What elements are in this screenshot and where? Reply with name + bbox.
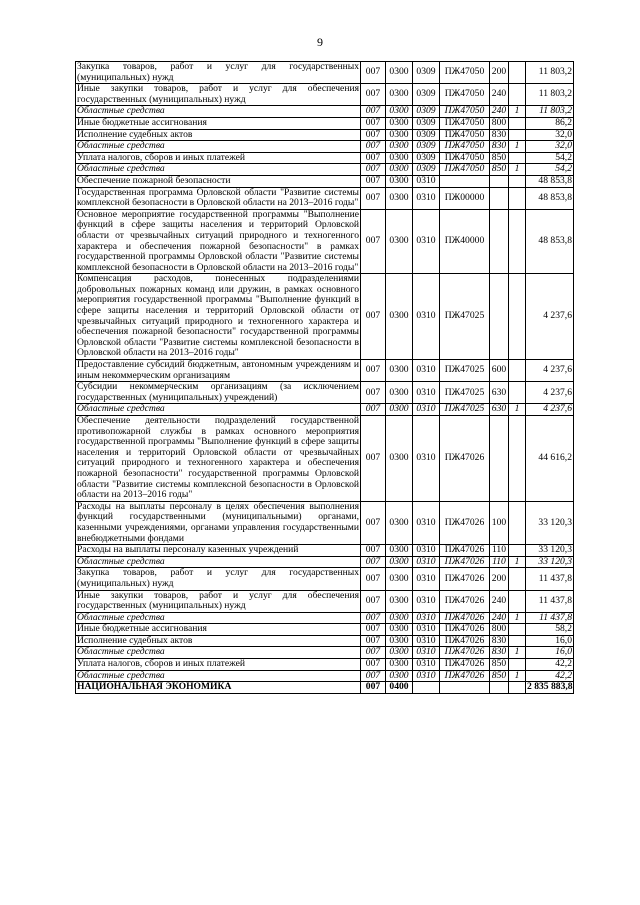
row-amount: 16,0: [526, 647, 574, 659]
row-name: Компенсация расходов, понесенных подразделениями добровольных пожарных команд или дружин, в рамках основного мероприятия государственной программы "Выполнение функций в сфере защиты населения и территорий Орловской области от чрезвычайных ситуаций природного и техногенного характера и обеспечения пожарной безопасности" государственной программы Орловской области "Развитие системы комплексной безопасности в Орловской области на 2013–2016 годы": [77, 273, 359, 359]
row-section-code: 0300: [386, 141, 413, 153]
row-subsection-code: 0310: [413, 670, 440, 682]
row-expense-type: [490, 682, 509, 694]
row-subsection-code: 0310: [413, 635, 440, 647]
row-amount: 33 120,3: [526, 501, 574, 544]
budget-table: [75, 61, 574, 694]
row-target-article: ПЖ47026: [440, 635, 490, 647]
row-amount: 4 237,6: [526, 404, 574, 416]
table-row: [76, 624, 574, 636]
row-subsection-code: 0310: [413, 501, 440, 544]
row-funding-source: [509, 209, 526, 274]
row-name: Расходы на выплаты персоналу казенных учреждений: [76, 545, 361, 557]
row-expense-type: 240: [490, 106, 509, 118]
row-expense-type: 630: [490, 382, 509, 404]
row-target-article: ПЖ47025: [440, 274, 490, 360]
row-name: Областные средства: [76, 647, 361, 659]
row-ministry-code: 007: [361, 187, 386, 209]
row-expense-type: 240: [490, 612, 509, 624]
row-name: Субсидии некоммерческим организациям (за исключением государственных (муниципальных) учреждений): [77, 381, 359, 403]
table-row: [76, 382, 574, 404]
row-amount: 16,0: [526, 635, 574, 647]
row-expense-type: 200: [490, 568, 509, 590]
row-funding-source: 1: [509, 556, 526, 568]
table-row: [76, 129, 574, 141]
row-expense-type: 240: [490, 84, 509, 106]
row-funding-source: [509, 659, 526, 671]
row-amount: 32,0: [526, 141, 574, 153]
row-section-code: 0300: [386, 568, 413, 590]
table-row: [76, 175, 574, 187]
row-amount: 11 803,2: [526, 106, 574, 118]
row-funding-source: [509, 590, 526, 612]
table-row: [76, 416, 574, 502]
row-ministry-code: 007: [361, 274, 386, 360]
row-expense-type: 240: [490, 590, 509, 612]
row-expense-type: 800: [490, 117, 509, 129]
row-subsection-code: 0309: [413, 106, 440, 118]
row-target-article: ПЖ47026: [440, 501, 490, 544]
row-amount: 42,2: [526, 659, 574, 671]
row-section-code: 0300: [386, 556, 413, 568]
row-funding-source: 1: [509, 647, 526, 659]
row-funding-source: 1: [509, 106, 526, 118]
row-subsection-code: 0310: [413, 612, 440, 624]
row-name: Расходы на выплаты персоналу в целях обеспечения выполнения функций государственными (муниципальными) органами, казенными учреждениями, органами управления государственными внебюджетными фондами: [77, 500, 359, 544]
row-ministry-code: 007: [361, 209, 386, 274]
row-ministry-code: 007: [361, 360, 386, 382]
row-target-article: ПЖ47025: [440, 404, 490, 416]
row-ministry-code: 007: [361, 152, 386, 164]
row-subsection-code: 0310: [413, 274, 440, 360]
table-row: [76, 84, 574, 106]
row-expense-type: [490, 175, 509, 187]
row-target-article: ПЖ47026: [440, 590, 490, 612]
row-target-article: ПЖ47050: [440, 164, 490, 176]
row-funding-source: 1: [509, 141, 526, 153]
table-row: [76, 659, 574, 671]
row-expense-type: 800: [490, 624, 509, 636]
table-row: [76, 556, 574, 568]
row-subsection-code: 0310: [413, 382, 440, 404]
row-subsection-code: 0310: [413, 647, 440, 659]
row-amount: 54,2: [526, 164, 574, 176]
row-subsection-code: 0310: [413, 556, 440, 568]
row-section-code: 0300: [386, 659, 413, 671]
row-amount: 4 237,6: [526, 360, 574, 382]
row-name: Закупка товаров, работ и услуг для государственных (муниципальных) нужд: [77, 567, 359, 589]
row-target-article: ПЖ47026: [440, 612, 490, 624]
row-name: НАЦИОНАЛЬНАЯ ЭКОНОМИКА: [76, 682, 361, 694]
row-amount: 33 120,3: [526, 545, 574, 557]
row-funding-source: [509, 84, 526, 106]
row-expense-type: 600: [490, 360, 509, 382]
row-funding-source: [509, 360, 526, 382]
table-row: [76, 404, 574, 416]
row-expense-type: 850: [490, 670, 509, 682]
row-funding-source: [509, 624, 526, 636]
row-section-code: 0400: [386, 682, 413, 694]
row-ministry-code: 007: [361, 682, 386, 694]
row-name: Областные средства: [76, 106, 361, 118]
row-amount: 86,2: [526, 117, 574, 129]
table-row: [76, 545, 574, 557]
table-row: [76, 635, 574, 647]
row-expense-type: 100: [490, 501, 509, 544]
row-amount: 54,2: [526, 152, 574, 164]
row-expense-type: 850: [490, 659, 509, 671]
table-row: [76, 274, 574, 360]
row-section-code: 0300: [386, 274, 413, 360]
row-name: Иные закупки товаров, работ и услуг для обеспечения государственных (муниципальных) нужд: [77, 589, 359, 612]
row-expense-type: [490, 209, 509, 274]
row-funding-source: [509, 501, 526, 544]
row-target-article: ПЖ47025: [440, 382, 490, 404]
row-section-code: 0300: [386, 416, 413, 502]
row-ministry-code: 007: [361, 624, 386, 636]
row-subsection-code: 0309: [413, 84, 440, 106]
row-ministry-code: 007: [361, 647, 386, 659]
row-target-article: ПЖ47050: [440, 84, 490, 106]
row-name: Областные средства: [76, 404, 361, 416]
row-name: Иные бюджетные ассигнования: [76, 117, 361, 129]
row-expense-type: [490, 187, 509, 209]
row-target-article: ПЖ47026: [440, 416, 490, 502]
row-section-code: 0300: [386, 129, 413, 141]
row-funding-source: [509, 682, 526, 694]
row-amount: 11 437,8: [526, 590, 574, 612]
row-section-code: 0300: [386, 501, 413, 544]
row-expense-type: 200: [490, 62, 509, 84]
row-section-code: 0300: [386, 647, 413, 659]
row-amount: 11 803,2: [526, 84, 574, 106]
table-row: [76, 360, 574, 382]
row-ministry-code: 007: [361, 416, 386, 502]
row-funding-source: [509, 568, 526, 590]
row-target-article: ПЖ47026: [440, 568, 490, 590]
row-subsection-code: 0309: [413, 141, 440, 153]
row-funding-source: [509, 274, 526, 360]
row-target-article: ПЖ47026: [440, 670, 490, 682]
table-row: [76, 117, 574, 129]
row-ministry-code: 007: [361, 106, 386, 118]
row-expense-type: 830: [490, 129, 509, 141]
table-row: [76, 612, 574, 624]
row-subsection-code: 0310: [413, 404, 440, 416]
row-subsection-code: 0310: [413, 360, 440, 382]
table-row: [76, 670, 574, 682]
row-amount: 33 120,3: [526, 556, 574, 568]
row-expense-type: 830: [490, 647, 509, 659]
row-name: Исполнение судебных актов: [76, 129, 361, 141]
table-row: [76, 152, 574, 164]
row-funding-source: [509, 62, 526, 84]
row-amount: 48 853,8: [526, 187, 574, 209]
row-name: Областные средства: [76, 670, 361, 682]
row-name: Закупка товаров, работ и услуг для государственных (муниципальных) нужд: [77, 61, 359, 83]
table-row: [76, 682, 574, 694]
row-target-article: ПЖ47026: [440, 556, 490, 568]
row-section-code: 0300: [386, 612, 413, 624]
row-subsection-code: 0309: [413, 117, 440, 129]
row-amount: 48 853,8: [526, 175, 574, 187]
row-section-code: 0300: [386, 84, 413, 106]
row-name: Областные средства: [76, 164, 361, 176]
row-section-code: 0300: [386, 106, 413, 118]
row-section-code: 0300: [386, 62, 413, 84]
row-ministry-code: 007: [361, 501, 386, 544]
row-target-article: ПЖ47050: [440, 62, 490, 84]
row-name: Уплата налогов, сборов и иных платежей: [76, 152, 361, 164]
row-section-code: 0300: [386, 545, 413, 557]
row-ministry-code: 007: [361, 62, 386, 84]
row-funding-source: [509, 117, 526, 129]
row-target-article: ПЖ47050: [440, 106, 490, 118]
row-funding-source: [509, 175, 526, 187]
row-ministry-code: 007: [361, 129, 386, 141]
row-section-code: 0300: [386, 360, 413, 382]
row-subsection-code: 0310: [413, 175, 440, 187]
row-section-code: 0300: [386, 590, 413, 612]
row-ministry-code: 007: [361, 556, 386, 568]
row-name: Иные бюджетные ассигнования: [76, 624, 361, 636]
row-ministry-code: 007: [361, 117, 386, 129]
row-funding-source: 1: [509, 164, 526, 176]
row-name: Областные средства: [76, 141, 361, 153]
row-section-code: 0300: [386, 117, 413, 129]
page-number: 9: [317, 35, 323, 49]
row-ministry-code: 007: [361, 404, 386, 416]
row-expense-type: 850: [490, 164, 509, 176]
row-amount: 4 237,6: [526, 274, 574, 360]
row-ministry-code: 007: [361, 164, 386, 176]
row-section-code: 0300: [386, 152, 413, 164]
row-expense-type: 830: [490, 141, 509, 153]
row-name: Обеспечение деятельности подразделений государственной противопожарной службы в рамках основного мероприятия государственной программы "Выполнение функций в сфере защиты населения и территорий Орловской области от чрезвычайных ситуаций природного и техногенного характера и обеспечения пожарной безопасности" государственной программы Орловской области "Развитие системы комплексной безопасности в Орловской области на 2013–2016 годы": [77, 415, 359, 501]
row-expense-type: [490, 416, 509, 502]
row-target-article: [440, 682, 490, 694]
row-section-code: 0300: [386, 164, 413, 176]
row-expense-type: [490, 274, 509, 360]
row-section-code: 0300: [386, 624, 413, 636]
table-row: [76, 106, 574, 118]
table-row: [76, 568, 574, 590]
row-expense-type: 630: [490, 404, 509, 416]
row-target-article: [440, 175, 490, 187]
row-subsection-code: 0310: [413, 187, 440, 209]
row-subsection-code: 0310: [413, 590, 440, 612]
row-ministry-code: 007: [361, 545, 386, 557]
row-target-article: ПЖ47050: [440, 117, 490, 129]
row-target-article: ПЖ47050: [440, 152, 490, 164]
row-section-code: 0300: [386, 209, 413, 274]
row-ministry-code: 007: [361, 84, 386, 106]
row-funding-source: [509, 545, 526, 557]
row-target-article: ПЖ47050: [440, 129, 490, 141]
row-target-article: ПЖ47026: [440, 647, 490, 659]
row-expense-type: 850: [490, 152, 509, 164]
row-subsection-code: 0310: [413, 545, 440, 557]
row-funding-source: [509, 152, 526, 164]
row-ministry-code: 007: [361, 670, 386, 682]
row-subsection-code: [413, 682, 440, 694]
row-subsection-code: 0310: [413, 416, 440, 502]
row-ministry-code: 007: [361, 382, 386, 404]
row-funding-source: [509, 416, 526, 502]
table-row: [76, 647, 574, 659]
row-amount: 42,2: [526, 670, 574, 682]
row-name: Областные средства: [76, 612, 361, 624]
row-funding-source: 1: [509, 612, 526, 624]
row-name: Уплата налогов, сборов и иных платежей: [76, 659, 361, 671]
row-amount: 11 437,8: [526, 612, 574, 624]
row-target-article: ПЖ47026: [440, 624, 490, 636]
row-name: Иные закупки товаров, работ и услуг для обеспечения государственных (муниципальных) нужд: [77, 83, 359, 105]
row-subsection-code: 0309: [413, 129, 440, 141]
row-amount: 2 835 883,8: [527, 681, 573, 693]
row-subsection-code: 0309: [413, 164, 440, 176]
row-target-article: ПЖ00000: [440, 187, 490, 209]
row-ministry-code: 007: [361, 659, 386, 671]
table-row: [76, 501, 574, 544]
row-ministry-code: 007: [361, 590, 386, 612]
table-row: [76, 62, 574, 84]
row-subsection-code: 0309: [413, 152, 440, 164]
row-ministry-code: 007: [361, 635, 386, 647]
row-amount: 44 616,2: [526, 416, 574, 502]
row-target-article: ПЖ47026: [440, 659, 490, 671]
row-name: Основное мероприятие государственной программы "Выполнение функций в сфере защиты населения и территорий Орловской области от чрезвычайных ситуаций природного и техногенного характера и обеспечения пожарной безопасности" в рамках государственной программы Орловской области "Развитие системы комплексной безопасности в Орловской области на 2013–2016 годы": [77, 208, 359, 273]
row-subsection-code: 0309: [413, 62, 440, 84]
row-expense-type: 110: [490, 556, 509, 568]
row-section-code: 0300: [386, 404, 413, 416]
row-section-code: 0300: [386, 635, 413, 647]
table-row: [76, 164, 574, 176]
row-ministry-code: 007: [361, 175, 386, 187]
row-subsection-code: 0310: [413, 659, 440, 671]
table-row: [76, 187, 574, 209]
row-amount: 48 853,8: [526, 209, 574, 274]
row-expense-type: 830: [490, 635, 509, 647]
row-section-code: 0300: [386, 175, 413, 187]
row-funding-source: [509, 187, 526, 209]
table-row: [76, 590, 574, 612]
row-ministry-code: 007: [361, 141, 386, 153]
row-target-article: ПЖ47050: [440, 141, 490, 153]
row-section-code: 0300: [386, 187, 413, 209]
row-funding-source: 1: [509, 404, 526, 416]
row-section-code: 0300: [386, 382, 413, 404]
row-amount: 11 437,8: [526, 568, 574, 590]
row-expense-type: 110: [490, 545, 509, 557]
row-amount: 4 237,6: [526, 382, 574, 404]
row-subsection-code: 0310: [413, 568, 440, 590]
row-name: Исполнение судебных актов: [76, 635, 361, 647]
row-funding-source: [509, 129, 526, 141]
row-target-article: ПЖ40000: [440, 209, 490, 274]
table-row: [76, 209, 574, 274]
row-name: Обеспечение пожарной безопасности: [76, 175, 361, 187]
row-target-article: ПЖ47025: [440, 360, 490, 382]
row-ministry-code: 007: [361, 612, 386, 624]
row-funding-source: [509, 635, 526, 647]
row-target-article: ПЖ47026: [440, 545, 490, 557]
row-name: Предоставление субсидий бюджетным, автономным учреждениям и иным некоммерческим организациям: [77, 359, 359, 381]
row-ministry-code: 007: [361, 568, 386, 590]
row-subsection-code: 0310: [413, 209, 440, 274]
row-amount: 11 803,2: [526, 62, 574, 84]
row-amount: 32,0: [526, 129, 574, 141]
row-amount: 58,2: [526, 624, 574, 636]
table-row: [76, 141, 574, 153]
row-subsection-code: 0310: [413, 624, 440, 636]
row-funding-source: [509, 382, 526, 404]
row-section-code: 0300: [386, 670, 413, 682]
row-name: Областные средства: [76, 556, 361, 568]
row-funding-source: 1: [509, 670, 526, 682]
row-name: Государственная программа Орловской области "Развитие системы комплексной безопасности в Орловской области на 2013–2016 годы": [77, 186, 359, 209]
